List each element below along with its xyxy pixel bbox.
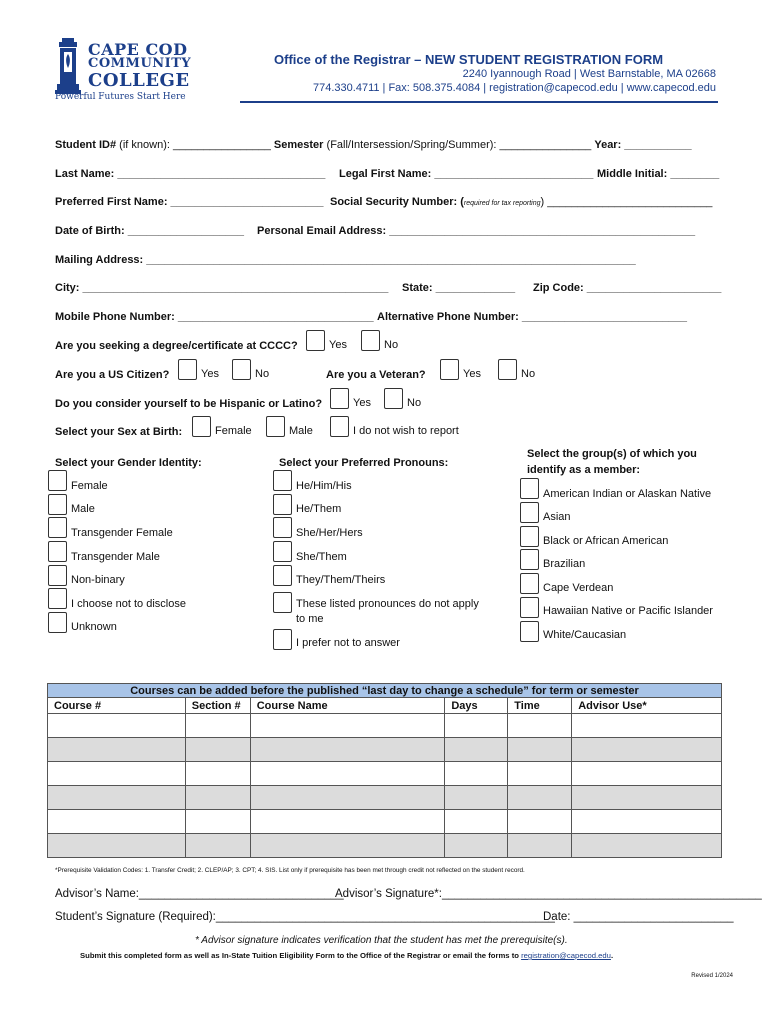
date-field[interactable]: Date: _________________________	[543, 911, 734, 923]
group-option-label: Brazilian	[543, 558, 586, 570]
sex-female-checkbox[interactable]	[192, 416, 211, 437]
pronouns-heading: Select your Preferred Pronouns:	[279, 457, 449, 469]
table-row	[48, 834, 722, 858]
table-cell[interactable]	[508, 810, 572, 834]
submit-instructions: Submit this completed form as well as In-State Tuition Eligibility Form to the Office of the Registrar or email the forms to registration@capecod.edu.	[80, 951, 614, 960]
gender-checkbox[interactable]	[48, 588, 67, 609]
student-id-label: Student ID#	[55, 139, 117, 151]
pronoun-option-label: I prefer not to answer	[296, 637, 400, 649]
middle-initial-field[interactable]: Middle Initial: ________	[597, 168, 720, 180]
group-option-label: Cape Verdean	[543, 582, 614, 594]
group-option-label: Asian	[543, 511, 571, 523]
table-cell[interactable]	[445, 834, 508, 858]
header-rule	[240, 101, 718, 103]
gender-option-label: Male	[71, 503, 95, 515]
table-cell[interactable]	[250, 714, 445, 738]
degree-no-checkbox[interactable]	[361, 330, 380, 351]
student-signature-field[interactable]: Student’s Signature (Required):_____________________________________________________	[55, 911, 555, 923]
legal-first-name-field[interactable]: Legal First Name: __________________________	[339, 168, 594, 180]
email-field[interactable]: Personal Email Address: __________________________________________________	[257, 225, 696, 237]
group-option-label: Hawaiian Native or Pacific Islander	[543, 605, 713, 617]
sex-no-report-checkbox[interactable]	[330, 416, 349, 437]
pronoun-checkbox[interactable]	[273, 592, 292, 613]
address-line: 2240 Iyannough Road | West Barnstable, MA 02668	[462, 68, 716, 80]
table-cell[interactable]	[48, 714, 186, 738]
sex-question: Select your Sex at Birth:	[55, 426, 183, 438]
pronoun-checkbox[interactable]	[273, 629, 292, 650]
table-row	[48, 810, 722, 834]
table-cell[interactable]	[250, 834, 445, 858]
mobile-phone-field[interactable]: Mobile Phone Number: ________________________________	[55, 311, 374, 323]
column-header: Days	[445, 698, 508, 714]
veteran-yes-label: Yes	[463, 368, 481, 380]
citizen-question: Are you a US Citizen?	[55, 369, 170, 381]
table-row	[48, 762, 722, 786]
gender-checkbox[interactable]	[48, 612, 67, 633]
pronoun-option-label: He/Him/His	[296, 480, 352, 492]
gender-option-label: Transgender Female	[71, 527, 173, 539]
student-id-note: (if known): ________________	[116, 139, 274, 151]
semester-label: Semester	[273, 139, 324, 151]
table-cell[interactable]	[508, 762, 572, 786]
column-header: Advisor Use*	[572, 698, 722, 714]
table-cell[interactable]	[185, 714, 250, 738]
degree-yes-checkbox[interactable]	[306, 330, 325, 351]
group-checkbox[interactable]	[520, 478, 539, 499]
gender-checkbox[interactable]	[48, 494, 67, 515]
hispanic-yes-checkbox[interactable]	[330, 388, 349, 409]
group-option-label: White/Caucasian	[543, 629, 627, 641]
groups-heading-line2: identify as a member:	[527, 464, 641, 476]
degree-no-label: No	[384, 339, 399, 351]
table-cell[interactable]	[250, 762, 445, 786]
table-cell[interactable]	[185, 762, 250, 786]
degree-yes-label: Yes	[329, 339, 347, 351]
dob-field[interactable]: Date of Birth: ___________________	[55, 225, 244, 237]
preferred-first-name-field[interactable]: Preferred First Name: _________________________	[55, 196, 324, 208]
table-cell[interactable]	[508, 786, 572, 810]
table-cell[interactable]	[572, 762, 722, 786]
ssn-note: required for tax reporting	[463, 200, 541, 207]
gender-checkbox[interactable]	[48, 565, 67, 586]
table-cell[interactable]	[48, 786, 186, 810]
semester-note: (Fall/Intersession/Spring/Summer): _______________	[323, 139, 595, 151]
degree-question: Are you seeking a degree/certificate at CCCC?	[55, 340, 298, 352]
lighthouse-icon	[55, 38, 81, 96]
gender-checkbox[interactable]	[48, 541, 67, 562]
table-cell[interactable]	[250, 738, 445, 762]
column-header: Time	[508, 698, 572, 714]
table-cell[interactable]	[445, 810, 508, 834]
pronoun-option-label: She/Them	[296, 551, 347, 563]
hispanic-question: Do you consider yourself to be Hispanic or Latino?	[55, 398, 323, 410]
table-cell[interactable]	[445, 786, 508, 810]
table-cell[interactable]	[250, 810, 445, 834]
table-cell[interactable]	[48, 810, 186, 834]
sex-male-checkbox[interactable]	[266, 416, 285, 437]
contact-line: 774.330.4711 | Fax: 508.375.4084 | registration@capecod.edu | www.capecod.edu	[313, 82, 716, 94]
pronoun-option-label: They/Them/Theirs	[296, 574, 386, 586]
group-checkbox[interactable]	[520, 549, 539, 570]
table-cell[interactable]	[185, 786, 250, 810]
table-cell[interactable]	[185, 810, 250, 834]
logo-text-line1: CAPE COD	[88, 40, 188, 59]
table-row	[48, 786, 722, 810]
group-checkbox[interactable]	[520, 621, 539, 642]
group-checkbox[interactable]	[520, 526, 539, 547]
column-header: Course #	[48, 698, 186, 714]
gender-heading: Select your Gender Identity:	[55, 457, 202, 469]
gender-option-label: Transgender Male	[71, 551, 160, 563]
group-checkbox[interactable]	[520, 597, 539, 618]
registrar-email-link[interactable]: registration@capecod.edu	[521, 951, 611, 960]
submit-text: Submit this completed form as well as In-State Tuition Eligibility Form to the Office of the Registrar or email the forms to	[80, 951, 522, 960]
table-cell[interactable]	[508, 714, 572, 738]
table-cell[interactable]	[508, 834, 572, 858]
form-title: Office of the Registrar – NEW STUDENT REGISTRATION FORM	[274, 52, 664, 67]
year-label: Year: ___________	[594, 139, 692, 151]
table-cell[interactable]	[250, 786, 445, 810]
student-id-field[interactable]	[55, 139, 692, 151]
table-cell[interactable]	[445, 714, 508, 738]
table-cell[interactable]	[572, 786, 722, 810]
column-header: Course Name	[250, 698, 445, 714]
courses-banner: Courses can be added before the published “last day to change a schedule” for term or semester	[48, 684, 722, 698]
zip-field[interactable]: Zip Code: ______________________	[533, 282, 722, 294]
advisor-signature-field[interactable]: Advisor’s Signature*:__________________________________________________	[335, 888, 762, 900]
hispanic-yes-label: Yes	[353, 397, 371, 409]
gender-checkbox[interactable]	[48, 470, 67, 491]
citizen-no-checkbox[interactable]	[232, 359, 251, 380]
pronoun-option-label: She/Her/Hers	[296, 527, 363, 539]
column-header: Section #	[185, 698, 250, 714]
ssn-line: ) ___________________________	[540, 196, 713, 208]
mailing-address-field[interactable]: Mailing Address: ________________________________________________________________________________	[55, 254, 636, 266]
logo-tagline: Powerful Futures Start Here	[55, 92, 186, 102]
sex-no-report-label: I do not wish to report	[353, 425, 459, 437]
gender-option-label: I choose not to disclose	[71, 598, 186, 610]
gender-option-label: Female	[71, 480, 108, 492]
logo-text-line2: COMMUNITY	[88, 56, 192, 71]
pronoun-option-label: These listed pronounces do not apply	[296, 598, 479, 610]
pronoun-checkbox[interactable]	[273, 541, 292, 562]
pronoun-option-label-cont: to me	[296, 613, 324, 625]
pronoun-checkbox[interactable]	[273, 494, 292, 515]
last-name-field[interactable]: Last Name: __________________________________	[55, 168, 326, 180]
pronoun-checkbox[interactable]	[273, 470, 292, 491]
table-cell[interactable]	[508, 738, 572, 762]
group-option-label: American Indian or Alaskan Native	[543, 488, 712, 500]
veteran-no-checkbox[interactable]	[498, 359, 517, 380]
gender-checkbox[interactable]	[48, 517, 67, 538]
veteran-yes-checkbox[interactable]	[440, 359, 459, 380]
table-cell[interactable]	[48, 738, 186, 762]
advisor-name-field[interactable]: Advisor’s Name:________________________________	[55, 888, 344, 900]
state-field[interactable]: State: _____________	[402, 282, 516, 294]
table-cell[interactable]	[48, 762, 186, 786]
table-row	[48, 738, 722, 762]
veteran-no-label: No	[521, 368, 536, 380]
table-row	[48, 714, 722, 738]
table-cell[interactable]	[445, 738, 508, 762]
table-cell[interactable]	[185, 738, 250, 762]
table-cell[interactable]	[185, 834, 250, 858]
table-cell[interactable]	[572, 738, 722, 762]
ssn-field[interactable]	[330, 196, 712, 208]
advisor-note: * Advisor signature indicates verification that the student has met the prerequisite(s).	[195, 935, 568, 946]
groups-heading-line1: Select the group(s) of which you	[527, 448, 697, 460]
city-field[interactable]: City: __________________________________________________	[55, 282, 389, 294]
citizen-yes-label: Yes	[201, 368, 219, 380]
citizen-no-label: No	[255, 368, 270, 380]
revised-date: Revised 1/2024	[691, 973, 733, 979]
table-cell[interactable]	[572, 714, 722, 738]
logo-text-line3: COLLEGE	[88, 70, 190, 91]
table-cell[interactable]	[48, 834, 186, 858]
sex-male-label: Male	[289, 425, 313, 437]
table-cell[interactable]	[445, 762, 508, 786]
group-checkbox[interactable]	[520, 573, 539, 594]
table-cell[interactable]	[572, 834, 722, 858]
table-cell[interactable]	[572, 810, 722, 834]
alt-phone-field[interactable]: Alternative Phone Number: ___________________________	[377, 311, 688, 323]
pronoun-option-label: He/Them	[296, 503, 342, 515]
courses-table	[47, 683, 722, 858]
pronoun-checkbox[interactable]	[273, 517, 292, 538]
group-option-label: Black or African American	[543, 535, 669, 547]
sex-female-label: Female	[215, 425, 252, 437]
citizen-yes-checkbox[interactable]	[178, 359, 197, 380]
hispanic-no-checkbox[interactable]	[384, 388, 403, 409]
gender-option-label: Non-binary	[71, 574, 125, 586]
ssn-label: Social Security Number: (	[330, 196, 464, 208]
gender-option-label: Unknown	[71, 621, 117, 633]
pronoun-checkbox[interactable]	[273, 565, 292, 586]
group-checkbox[interactable]	[520, 502, 539, 523]
hispanic-no-label: No	[407, 397, 422, 409]
veteran-question: Are you a Veteran?	[326, 369, 426, 381]
prereq-note: *Prerequisite Validation Codes: 1. Transfer Credit; 2. CLEP/AP; 3. CPT; 4. SIS. List only if prerequisite has been met through credit not reflected on the student record.	[55, 867, 525, 874]
